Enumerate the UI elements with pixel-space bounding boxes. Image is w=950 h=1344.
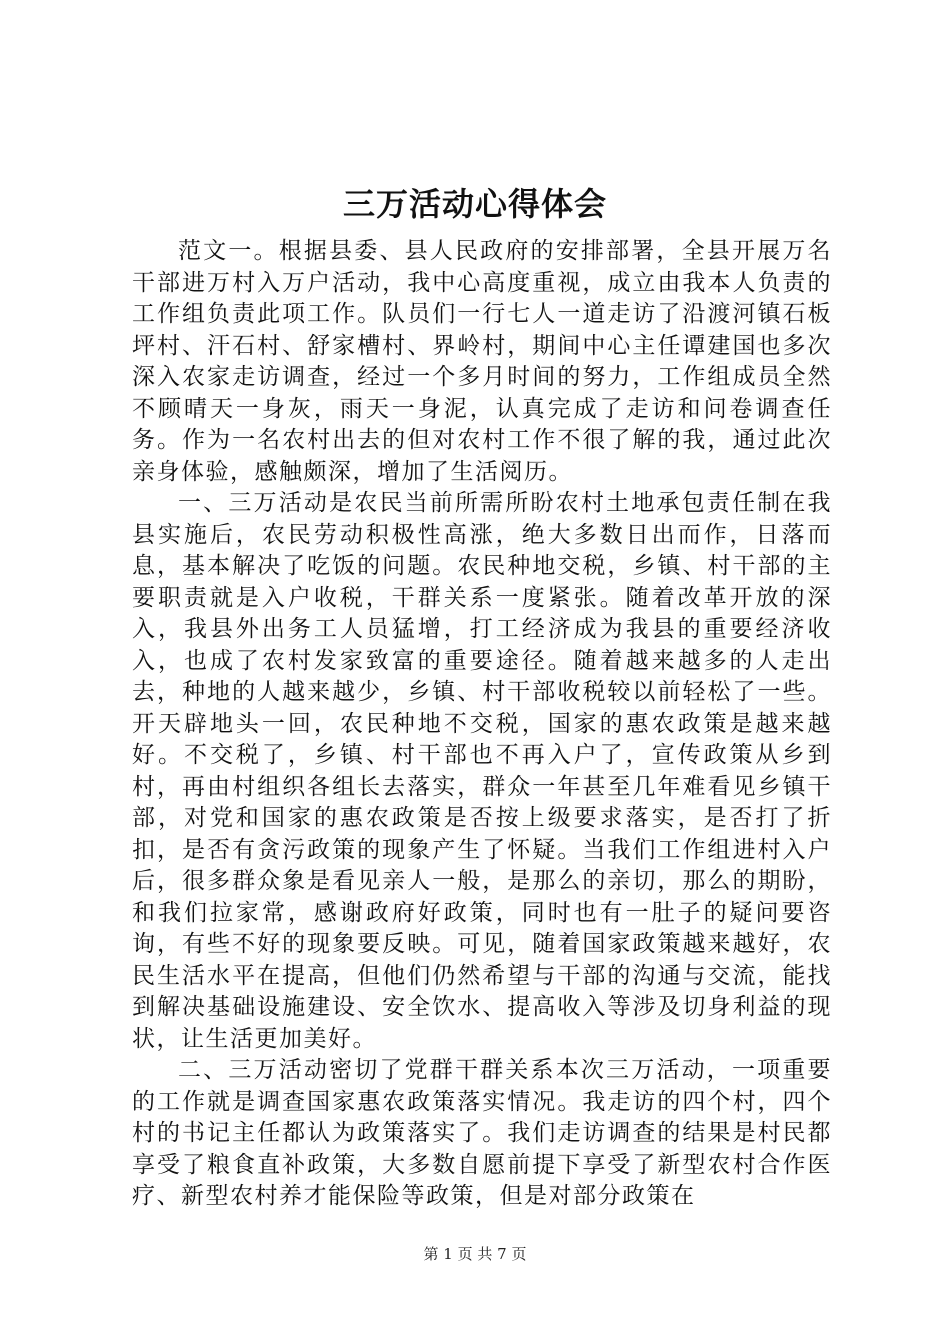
paragraph-intro: 范文一。根据县委、县人民政府的安排部署，全县开展万名干部进万村入万户活动，我中心高度重视，成立由我本人负责的工作组负责此项工作。队员们一行七人一道走访了沿渡河镇石板坪村、汗石村、舒家槽村、界岭村，期间中心主任谭建国也多次深入农家走访调查，经过一个多月时间的努力，工作组成员全然不顾晴天一身灰，雨天一身泥，认真完成了走访和问卷调查任务。作为一名农村出去的但对农村工作不很了解的我，通过此次亲身体验，感触颇深，增加了生活阅历。 bbox=[132, 238, 832, 485]
document-body bbox=[132, 236, 832, 1213]
paragraph-section-one: 一、三万活动是农民当前所需所盼农村土地承包责任制在我县实施后，农民劳动积极性高涨，绝大多数日出而作，日落而息，基本解决了吃饭的问题。农民种地交税，乡镇、村干部的主要职责就是入户收税，干群关系一度紧张。随着改革开放的深入，我县外出务工人员猛增，打工经济成为我县的重要经济收入，也成了农村发家致富的重要途径。随着越来越多的人走出去，种地的人越来越少，乡镇、村干部收税较以前轻松了一些。开天辟地头一回，农民种地不交税，国家的惠农政策是越来越好。不交税了，乡镇、村干部也不再入户了，宣传政策从乡到村，再由村组织各组长去落实，群众一年甚至几年难看见乡镇干部，对党和国家的惠农政策是否按上级要求落实，是否打了折扣，是否有贪污政策的现象产生了怀疑。当我们工作组进村入户后，很多群众象是看见亲人一般，是那么的亲切，那么的期盼，和我们拉家常，感谢政府好政策，同时也有一肚子的疑问要咨询，有些不好的现象要反映。可见，随着国家政策越来越好，农民生活水平在提高，但他们仍然希望与干部的沟通与交流，能找到解决基础设施建设、安全饮水、提高收入等涉及切身利益的现状，让生活更加美好。 bbox=[132, 490, 832, 1052]
paragraph-section-two: 二、三万活动密切了党群干群关系本次三万活动，一项重要的工作就是调查国家惠农政策落实情况。我走访的四个村，四个村的书记主任都认为政策落实了。我们走访调查的结果是村民都享受了粮食直补政策，大多数自愿前提下享受了新型农村合作医疗、新型农村养才能保险等政策，但是对部分政策在 bbox=[132, 1057, 832, 1209]
page-number-footer: 第 1 页 共 7 页 bbox=[423, 1245, 527, 1263]
document-title: 三万活动心得体会 bbox=[342, 185, 607, 223]
